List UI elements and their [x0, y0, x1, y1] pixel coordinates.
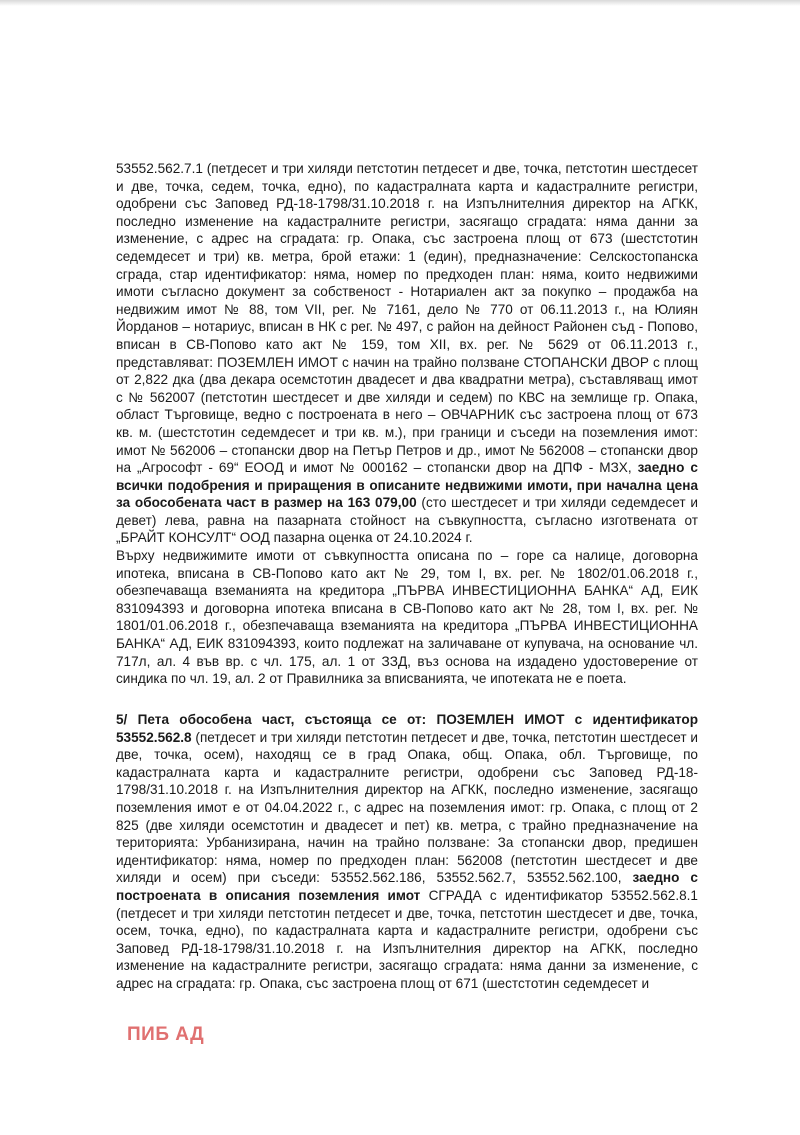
section-5-heading: 5/ Пета обособена част, състояща се от: ПОЗЕМЛЕН ИМОТ с идентификатор 53552.562.8 — [116, 712, 698, 745]
text-segment: СГРАДА с идентификатор 53552.562.8.1 (петдесет и три хиляди петстотин петдесет и две, точка, петстотин шестдесет и две, точка, осем, точка, едно), по кадастралната карта и кадастралните регистри, одобрени със Заповед РД-18-1798/31.10.2018 г. на Изпълнителния директор на АГКК, последно изменение на кадастралните регистри, засягащо сградата: няма данни за изменение, с адрес на сградата: гр. Опака, със застроена площ от 671 (шестстотин седемдесет и — [116, 887, 698, 991]
text-segment: (сто шестдесет и три хиляди седемдесет и девет) лева, равна на пазарната стойност на съвкупността, съгласно изготвената от „БРАЙТ КОНСУЛТ“ ООД пазарна оценка от 24.10.2024 г. — [116, 495, 698, 546]
section-5 — [116, 711, 698, 993]
paragraph-property-details — [116, 160, 698, 547]
text-segment: 53552.562.7.1 (петдесет и три хиляди петстотин петдесет и две, точка, петстотин шестдесет и две, точка, седем, точка, едно), по кадастралната карта и кадастралните регистри, одобрени със Заповед РД-18-1798/31.10.2018 г. на Изпълнителния директор на АГКК, последно изменение на кадастралните регистри, засягащо сградата: няма данни за изменение, с адрес на сградата: гр. Опака, със застроена площ от 673 (шестстотин седемдесет и три) кв. метра, брой етажи: 1 (един), предназначение: Селскостопанска сграда, стар идентификатор: няма, номер по предходен план: няма, които недвижими имоти съгласно документ за собственост - Нотариален акт за покупко – продажба на недвижим имот № 88, том VII, рег. № 7161, дело № 770 от 06.11.2013 г., на Юлиян Йорданов – нотариус, вписан в НК с рег. № 497, с район на дейност Районен съд - Попово, вписан в СВ-Попово като акт № 159, том XII, вх. рег. № 5629 от 06.11.2013 г., представляват: ПОЗЕМЛЕН ИМОТ с начин на трайно ползване СТОПАНСКИ ДВОР с площ от 2,822 дка (два декара осемстотин двадесет и два квадратни метра), съставляващ имот с № 562007 (петстотин шестдесет и две хиляди и седем) по КВС на землище гр. Опака, област Търговище, ведно с построената в него – ОВЧАРНИК със застроена площ от 673 кв. м. (шестстотин седемдесет и три кв. м.), при граници и съседи на поземления имот: имот № 562006 – стопански двор на Петър Петров и др., имот № 562008 – стопански двор на „Агрософт - 69“ ЕООД и имот № 000162 – стопански двор на ДПФ - МЗХ, — [116, 161, 698, 476]
property-description-continued — [116, 160, 698, 688]
scan-edge — [0, 0, 800, 6]
text-segment: Върху недвижимите имоти от съвкупността описана по – горе са налице, договорна ипотека, вписана в СВ-Попово като акт № 29, том I, вх. рег. № 1802/01.06.2018 г., обезпечаваща вземанията на кредитора „ПЪРВА ИНВЕСТИЦИОННА БАНКА“ АД, ЕИК 831094393 и договорна ипотека вписана в СВ-Попово като акт № 28, том I, вх. рег. № 1801/01.06.2018 г., обезпечаваща вземанията на кредитора „ПЪРВА ИНВЕСТИЦИОННА БАНКА“ АД, ЕИК 831094393, които подлежат на заличаване от купувача, на основание чл. 717л, ал. 4 във вр. с чл. 175, ал. 1 от ЗЗД, въз основа на издадено удостоверение от синдика по чл. 19, ал. 2 от Правилника за вписванията, че ипотеката не е поета. — [116, 548, 698, 687]
paragraph-mortgage — [116, 547, 698, 688]
text-segment: (петдесет и три хиляди петстотин петдесет и две, точка, петстотин шестдесет и две, точка, осем), находящ се в град Опака, общ. Опака, обл. Търговище, по кадастралната карта и кадастралните регистри, одобрени със Заповед РД-18-1798/31.10.2018 г. на Изпълнителния директор на АГКК, последно изменение, засягащо поземления имот е от 04.04.2022 г., с адрес на поземления имот: гр. Опака, с площ от 2 825 (две хиляди осемстотин и двадесет и пет) кв. метра, с трайно предназначение на територията: Урбанизирана, начин на трайно ползване: За стопански двор, предишен идентификатор: няма, номер по предходен план: 562008 (петстотин шестдесет и две хиляди и осем) при съседи: 53552.562.186, 53552.562.7, 53552.562.100, — [116, 729, 698, 886]
pib-stamp: ПИБ АД — [127, 1024, 205, 1045]
paragraph-section-5 — [116, 711, 698, 993]
text-segment-bold: заедно с построената в описания поземления имот — [116, 870, 698, 903]
text-segment-bold: заедно с всички подобрения и приращения в описаните недвижими имоти, при начална цена за обособената част в размер на 163 079,00 — [116, 460, 698, 511]
